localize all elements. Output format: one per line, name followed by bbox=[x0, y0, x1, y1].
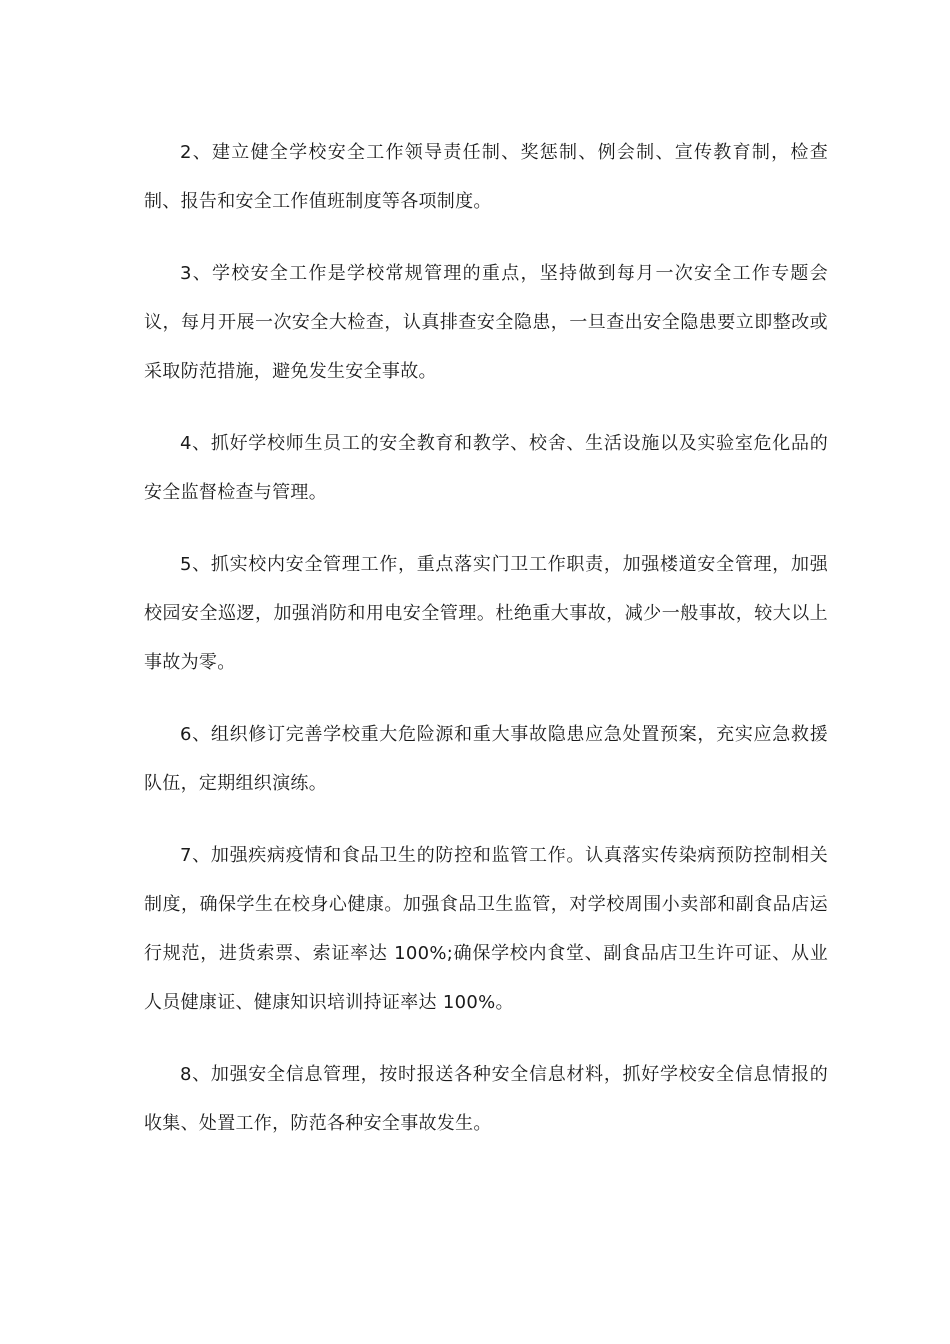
document-body bbox=[144, 128, 828, 1148]
paragraph-item-4: 4、抓好学校师生员工的安全教育和教学、校舍、生活设施以及实验室危化品的安全监督检查与管理。 bbox=[144, 433, 828, 503]
paragraph-item-3: 3、学校安全工作是学校常规管理的重点，坚持做到每月一次安全工作专题会议，每月开展一次安全大检查，认真排查安全隐患，一旦查出安全隐患要立即整改或采取防范措施，避免发生安全事故。 bbox=[144, 263, 828, 382]
paragraph-item-5: 5、抓实校内安全管理工作，重点落实门卫工作职责，加强楼道安全管理，加强校园安全巡逻，加强消防和用电安全管理。杜绝重大事故，减少一般事故，较大以上事故为零。 bbox=[144, 554, 828, 673]
paragraph-item-8: 8、加强安全信息管理，按时报送各种安全信息材料，抓好学校安全信息情报的收集、处置工作，防范各种安全事故发生。 bbox=[144, 1064, 828, 1134]
paragraph-item-7: 7、加强疾病疫情和食品卫生的防控和监管工作。认真落实传染病预防控制相关制度，确保学生在校身心健康。加强食品卫生监管，对学校周围小卖部和副食品店运行规范，进货索票、索证率达 100%;确保学校内食堂、副食品店卫生许可证、从业人员健康证、健康知识培训持证率达 100%。 bbox=[144, 845, 828, 1013]
paragraph-item-6: 6、组织修订完善学校重大危险源和重大事故隐患应急处置预案，充实应急救援队伍，定期组织演练。 bbox=[144, 724, 828, 794]
paragraph-item-2: 2、建立健全学校安全工作领导责任制、奖惩制、例会制、宣传教育制，检查制、报告和安全工作值班制度等各项制度。 bbox=[144, 142, 828, 212]
